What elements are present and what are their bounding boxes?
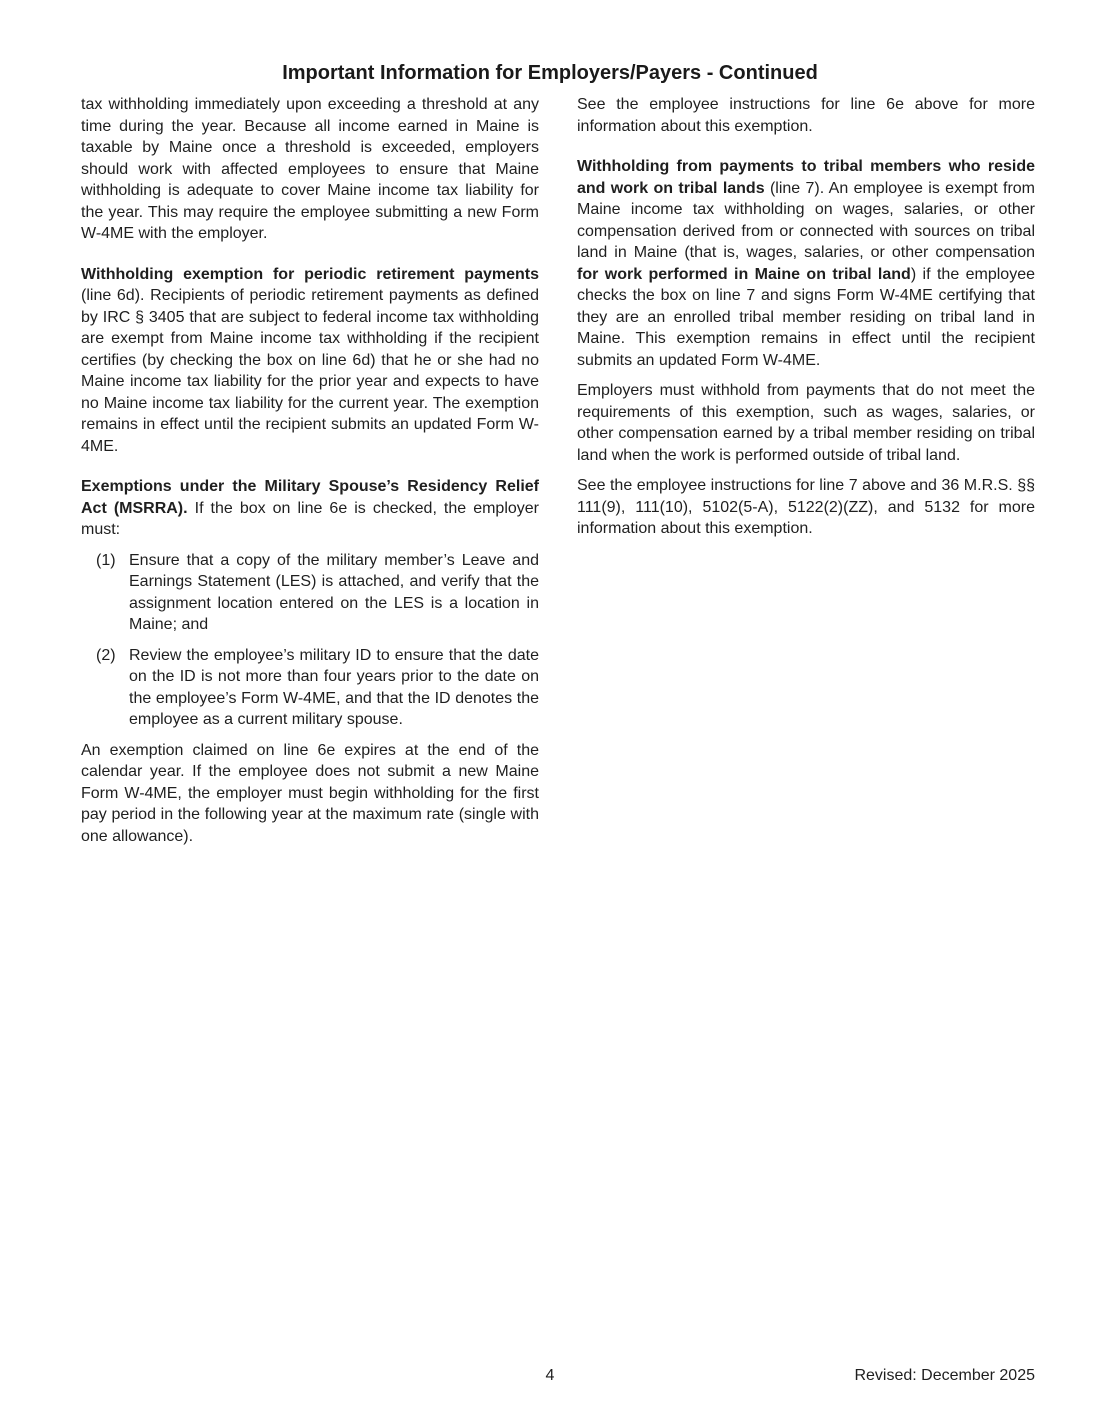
exemption-expiry-paragraph: An exemption claimed on line 6e expires at the end of the calendar year. If the employee does not submit a new Maine Form W-4ME, the employer must begin withholding for the first pay period in the following year at the maximum rate (single with one allowance). (81, 741, 539, 845)
revision-date: Revised: December 2025 (854, 1367, 1035, 1384)
right-column (577, 94, 1035, 549)
left-column (81, 94, 539, 856)
msrra-paragraph (81, 476, 539, 541)
page-number: 4 (545, 1367, 555, 1384)
see-line-7-paragraph: See the employee instructions for line 7 above and 36 M.R.S. §§ 111(9), 111(10), 5102(5-A), 5122(2)(ZZ), and 5132 for more information about this exemption. (577, 477, 1035, 537)
list-item-text: Review the employee’s military ID to ensure that the date on the ID is not more than four years prior to the date on the employee’s Form W-4ME, and that the ID denotes the employee as a current military spouse. (129, 646, 539, 728)
list-item (81, 645, 539, 731)
tribal-exemption-body: (line 7). An employee is exempt from Maine income tax withholding on wages, salaries, or other compensation derived from or connected with sources on tribal land in Maine (that is, wages, salaries, or other compensation (577, 179, 1035, 261)
retirement-exemption-body: (line 6d). Recipients of periodic retirement payments as defined by IRC § 3405 that are subject to federal income tax withholding are exempt from Maine income tax withholding if the recipient certifies (by checking the box on line 6d) that he or she had no Maine income tax liability for the prior year and expects to have no Maine income tax liability for the current year. The exemption remains in effect until the recipient submits an updated Form W-4ME. (81, 287, 539, 455)
list-item-text: Ensure that a copy of the military member’s Leave and Earnings Statement (LES) is attached, and verify that the assignment location entered on the LES is a location in Maine; and (129, 551, 539, 633)
msrra-heading: Exemptions under the Military Spouse’s Residency Relief Act (MSRRA). (81, 478, 539, 517)
tribal-exemption-body-continued: ) if the employee checks the box on line 7 and signs Form W-4ME certifying that they are an enrolled tribal member residing on tribal land in Maine. This exemption remains in effect until the recipient submits an updated Form W-4ME. (577, 265, 1035, 369)
retirement-exemption-heading: Withholding exemption for periodic retirement payments (81, 265, 539, 283)
tribal-exemption-paragraph (577, 156, 1035, 371)
tribal-exemption-heading: Withholding from payments to tribal members who reside and work on tribal lands (577, 158, 1035, 197)
retirement-exemption-paragraph (81, 264, 539, 458)
list-item (81, 550, 539, 636)
threshold-paragraph: tax withholding immediately upon exceeding a threshold at any time during the year. Because all income earned in Maine is taxable by Maine once a threshold is exceeded, employers should work with affected employees to ensure that Maine withholding is adequate to cover Maine income tax liability for the year. This may require the employee submitting a new Form W-4ME with the employer. (81, 96, 539, 242)
see-line-6e-paragraph: See the employee instructions for line 6e above for more information about this exemption. (577, 96, 1035, 135)
page-title: Important Information for Employers/Payers - Continued (282, 62, 818, 84)
tribal-work-emphasis: for work performed in Maine on tribal land (577, 265, 911, 283)
list-item-number: (2) (96, 646, 116, 664)
list-item-number: (1) (96, 551, 116, 569)
employers-must-withhold-paragraph: Employers must withhold from payments that do not meet the requirements of this exemption, such as wages, salaries, or other compensation earned by a tribal member residing on tribal land when the work is performed outside of tribal land. (577, 382, 1035, 464)
msrra-body: If the box on line 6e is checked, the employer must: (81, 499, 539, 538)
msrra-requirements-list (81, 550, 539, 731)
